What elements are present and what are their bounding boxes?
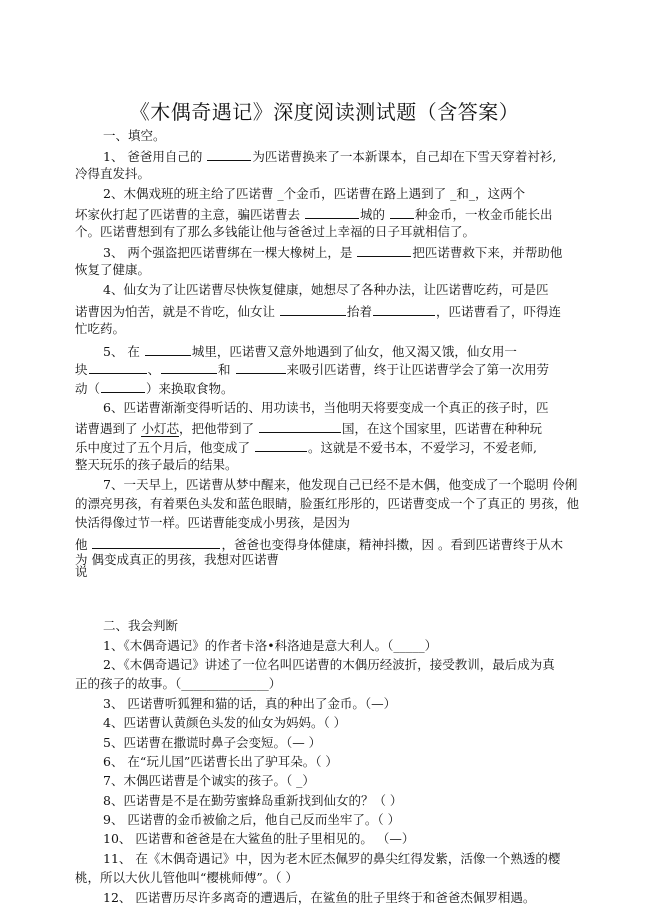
blank — [101, 379, 145, 393]
q2-line1: 2、木偶戏班的班主给了匹诺曹 _个金币，匹诺曹在路上遇到了 _和_，这两个 — [103, 186, 526, 201]
q2-line2: 坏家伙打起了匹诺曹的主意，骗匹诺曹去 城的 种金币，一枚金币能长出 — [75, 207, 553, 222]
judge-item-6: 6、 在“玩儿国”匹诺曹长出了驴耳朵。（ ） — [103, 754, 338, 769]
judge-item-11-cont: 桃，所以大伙儿管他叫“樱桃师傅”。（ ） — [75, 870, 299, 885]
q5-line1: 5、 在 城里，匹诺曹又意外地遇到了仙女，他又渴又饿，仙女用一 — [103, 344, 517, 359]
blank — [161, 360, 217, 374]
blank — [259, 419, 341, 433]
q1-line2: 冷得直发抖。 — [75, 166, 151, 181]
q4-line2: 诺曹因为怕苦，就是不肯吃，仙女让 抬着 ，匹诺曹看了，吓得连 — [75, 304, 562, 319]
blank — [236, 360, 286, 374]
q7-line4: 他 ，爸爸也变得身体健康，精神抖擞，因 。看到匹诺曹终于从木 — [75, 537, 563, 552]
judge-item-4: 4、匹诺曹认黄颜色头发的仙女为妈妈。（ ） — [103, 715, 347, 730]
blank — [373, 302, 435, 316]
blank — [390, 205, 414, 219]
judge-item-2-cont: 正的孩子的故事。（______________） — [75, 676, 282, 691]
judge-item-2: 2、《木偶奇遇记》讲述了一位名叫匹诺曹的木偶历经波折，接受教训，最后成为真 — [103, 657, 555, 672]
q1-line1: 1、 爸爸用自己的 为匹诺曹换来了一本新课本，自己却在下雪天穿着衬衫, — [103, 149, 557, 164]
q7-line1: 7、一天早上，匹诺曹从梦中醒来，他发现自己已经不是木偶，他变成了一个聪明 伶俐 — [103, 477, 578, 492]
page-title: 《木偶奇遇记》深度阅读测试题（含答案） — [129, 100, 520, 124]
q5-line2: 块 、 和 来吸引匹诺曹，终于让匹诺曹学会了第一次用劳 — [75, 362, 550, 377]
section1-heading: 一、填空。 — [103, 128, 166, 143]
q4-line1: 4、仙女为了让匹诺曹尽快恢复健康，她想尽了各种办法，让匹诺曹吃药，可是匹 — [103, 282, 549, 297]
judge-item-1: 1、《木偶奇遇记》的作者卡洛•科洛迪是意大利人。（_____） — [103, 638, 438, 653]
judge-item-11: 11、 在《木偶奇遇记》中，因为老木匠杰佩罗的鼻尖红得发紫，活像一个熟透的樱 — [103, 851, 561, 866]
q7-line3: 快活得像过节一样。匹诺曹能变成小男孩，是因为 — [75, 515, 351, 530]
q7-line5: 为 偶变成真正的男孩，我想对匹诺曹 — [75, 552, 279, 567]
q7-line2: 的漂亮男孩，有着栗色头发和蓝色眼睛，脸蛋红彤彤的，匹诺曹变成一个了真正的 男孩，他 — [75, 496, 579, 511]
answer-xiaodengxin: 小灯芯 — [141, 421, 179, 436]
blank — [357, 243, 411, 257]
blank — [305, 205, 359, 219]
blank — [92, 535, 220, 549]
q4-line3: 忙吃药。 — [75, 321, 126, 336]
q6-line2: 诺曹遇到了 小灯芯，把他带到了 国，在这个国家里，匹诺曹在种种玩 — [75, 421, 542, 436]
judge-item-12: 12、 匹诺曹历尽许多离奇的遭遇后，在鲨鱼的肚子里终于和爸爸杰佩罗相遇。 — [103, 890, 536, 905]
judge-item-9: 9、 匹诺曹的金币被偷之后，他自己反而坐牢了。（ ） — [103, 812, 401, 827]
judge-item-7: 7、木偶匹诺曹是个诚实的孩子。（ _） — [103, 773, 315, 788]
blank — [145, 342, 191, 356]
q3-line2: 恢复了健康。 — [75, 262, 151, 277]
q6-line1: 6、匹诺曹渐渐变得听话的、用功读书，当他明天将要变成一个真正的孩子时，匹 — [103, 400, 549, 415]
q2-line3: 个。匹诺曹想到有了那么多钱能让他与爸爸过上幸福的日子耳就相信了。 — [75, 224, 476, 239]
q3-line1: 3、 两个强盗把匹诺曹绑在一棵大橡树上，是 把匹诺曹救下来，并帮助他 — [103, 245, 563, 260]
judge-item-3: 3、 匹诺曹听狐狸和猫的话，真的种出了金币。（—） — [103, 696, 397, 711]
q6-line4: 整天玩乐的孩子最后的结果。 — [75, 457, 238, 472]
blank — [89, 360, 147, 374]
judge-item-10: 10、 匹诺曹和爸爸是在大鲨鱼的肚子里相见的。 （—） — [103, 831, 415, 846]
blank — [280, 302, 346, 316]
blank — [255, 438, 307, 452]
q7-line6: 说 — [75, 564, 88, 579]
judge-item-8: 8、匹诺曹是不是在勤劳蜜蜂岛重新找到仙女的？（ ） — [103, 793, 403, 808]
q5-line3: 动（ ）来换取食物。 — [75, 381, 234, 396]
judge-item-5: 5、匹诺曹在撒谎时鼻子会变短。（— ） — [103, 735, 322, 750]
section2-heading: 二、我会判断 — [103, 618, 179, 633]
blank — [207, 147, 251, 161]
q6-line3: 乐中度过了五个月后，他变成了 。这就是不爱书本，不爱学习，不爱老师, — [75, 440, 537, 455]
